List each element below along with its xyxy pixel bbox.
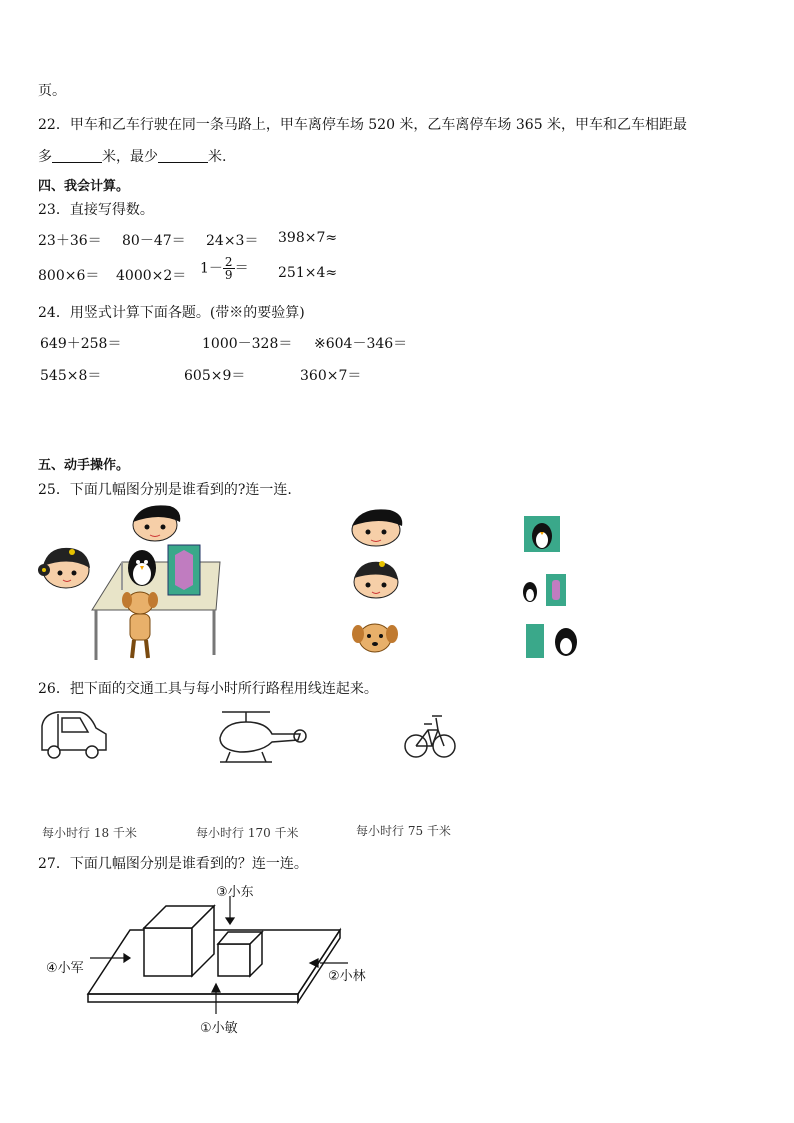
question-24-title: 24．用竖式计算下面各题。(带※的要验算) bbox=[38, 305, 305, 321]
speed-label-75: 每小时行 75 千米 bbox=[356, 824, 451, 838]
bicycle-icon bbox=[405, 716, 455, 757]
calc-23-8: 251×4≈ bbox=[278, 265, 338, 281]
calc-24-4: 545×8＝ bbox=[40, 368, 102, 384]
calc-23-2: 80－47＝ bbox=[122, 233, 186, 249]
question-22-line1: 22．甲车和乙车行驶在同一条马路上，甲车离停车场 520 米，乙车离停车场 365 米，甲车和乙车相距最 bbox=[38, 117, 688, 133]
previous-question-tail: 页。 bbox=[38, 83, 66, 99]
calc-24-1: 649＋258＝ bbox=[40, 336, 122, 352]
calc-24-5: 605×9＝ bbox=[184, 368, 246, 384]
question-25-title: 25．下面几幅图分别是谁看到的?连一连. bbox=[38, 482, 292, 498]
calc-24-3: ※604－346＝ bbox=[314, 336, 408, 352]
q22-part2: 米，最少 bbox=[102, 149, 158, 165]
dog-icon bbox=[122, 592, 158, 658]
calc-23-fraction bbox=[200, 256, 249, 281]
calc-23-6: 4000×2＝ bbox=[116, 268, 187, 284]
answer-blank-max[interactable] bbox=[52, 148, 102, 163]
label-xiaomin: ①小敏 bbox=[200, 1021, 238, 1036]
dog-face-option-icon bbox=[352, 624, 398, 652]
q25-illustration bbox=[30, 500, 590, 665]
q26-vehicles bbox=[36, 704, 466, 772]
penguin-icon bbox=[128, 550, 156, 586]
car-icon bbox=[42, 712, 106, 758]
calc-24-6: 360×7＝ bbox=[300, 368, 362, 384]
fraction-suffix: ＝ bbox=[234, 260, 249, 277]
speed-label-170: 每小时行 170 千米 bbox=[196, 826, 299, 840]
answer-blank-min[interactable] bbox=[158, 148, 208, 163]
question-26-title: 26．把下面的交通工具与每小时所行路程用线连起来。 bbox=[38, 681, 378, 697]
table-icon bbox=[92, 562, 220, 660]
section-4-heading: 四、我会计算。 bbox=[38, 179, 130, 194]
question-23-title: 23．直接写得数。 bbox=[38, 202, 154, 218]
question-22-line2 bbox=[38, 146, 226, 166]
calc-24-2: 1000－328＝ bbox=[202, 336, 293, 352]
view-penguin-front-icon bbox=[524, 516, 560, 552]
section-5-heading: 五、动手操作。 bbox=[38, 458, 130, 473]
q22-part1: 多 bbox=[38, 149, 52, 165]
boy-face-option-icon bbox=[352, 509, 402, 546]
speed-label-18: 每小时行 18 千米 bbox=[42, 826, 137, 840]
label-xiaolin: ②小林 bbox=[328, 969, 366, 984]
boy-face-icon bbox=[133, 505, 180, 541]
calc-23-5: 800×6＝ bbox=[38, 268, 100, 284]
small-cube bbox=[218, 932, 262, 976]
label-xiaojun: ④小军 bbox=[46, 961, 84, 976]
question-27-title: 27．下面几幅图分别是谁看到的？连一连。 bbox=[38, 856, 308, 872]
girl-face-icon bbox=[38, 548, 90, 588]
box-icon bbox=[168, 545, 200, 595]
large-cube bbox=[144, 906, 214, 976]
helicopter-icon bbox=[220, 712, 306, 762]
girl-face-option-icon bbox=[354, 561, 398, 598]
view-box-penguin-icon bbox=[526, 624, 577, 658]
label-xiaodong: ③小东 bbox=[216, 885, 254, 900]
fraction-numerator: 2 bbox=[224, 255, 233, 269]
fraction-denominator: 9 bbox=[224, 268, 233, 282]
view-penguin-box-icon bbox=[523, 574, 566, 606]
calc-23-1: 23＋36＝ bbox=[38, 233, 102, 249]
q22-part3: 米. bbox=[208, 149, 227, 165]
calc-23-4: 398×7≈ bbox=[278, 230, 338, 246]
calc-23-3: 24×3＝ bbox=[206, 233, 259, 249]
q27-diagram bbox=[40, 876, 400, 1046]
fraction bbox=[223, 256, 235, 281]
fraction-prefix: 1－ bbox=[200, 260, 223, 277]
